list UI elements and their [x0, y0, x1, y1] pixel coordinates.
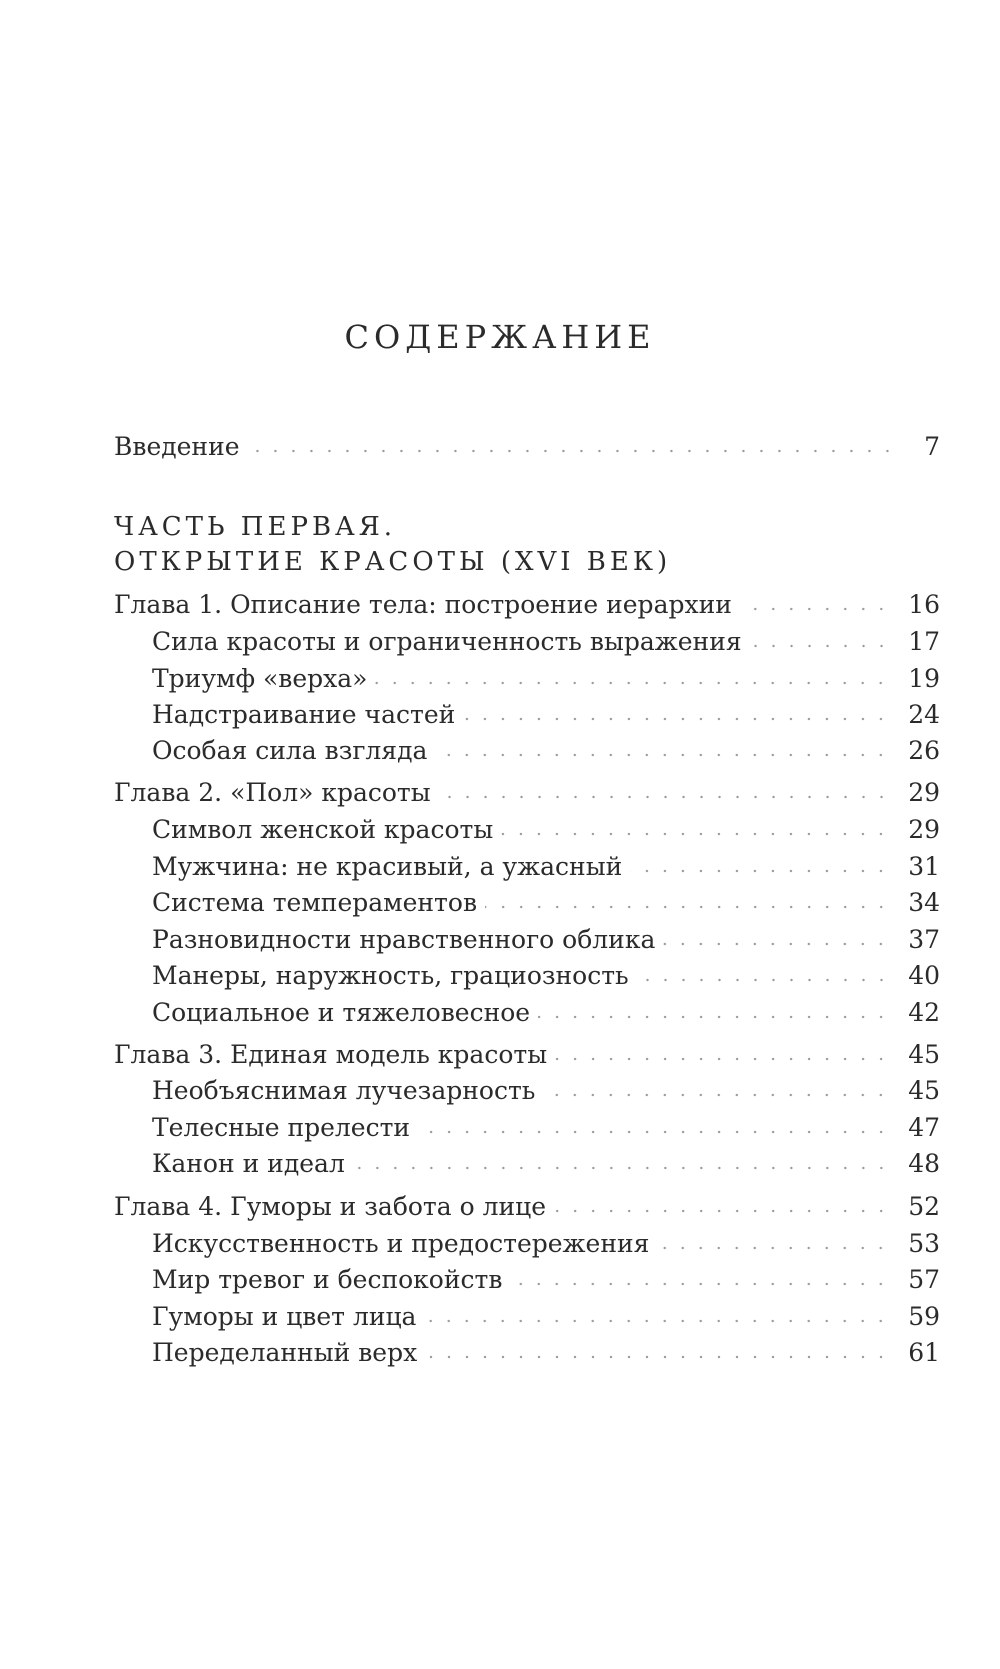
dot-leader	[637, 975, 891, 985]
toc-entry-label: Сила красоты и ограниченность выражения	[152, 627, 742, 656]
toc-entry-label: Канон и идеал	[152, 1149, 345, 1178]
page-title: СОДЕРЖАНИЕ	[344, 318, 656, 356]
toc-entry-label: Глава 2. «Пол» красоты	[114, 778, 431, 807]
toc-entry-label: Глава 4. Гуморы и забота о лице	[114, 1192, 547, 1221]
dot-leader	[435, 750, 890, 760]
dot-leader	[538, 1012, 890, 1022]
toc-page-number: 26	[908, 736, 940, 765]
toc-entry-label: Триумф «верха»	[152, 664, 368, 693]
toc-entry-label: Глава 1. Описание тела: построение иерархии	[114, 590, 732, 619]
toc-section-entry	[152, 1300, 940, 1334]
dot-leader	[424, 1316, 890, 1326]
toc-section-entry	[152, 734, 940, 768]
toc-section-entry	[152, 698, 940, 732]
dot-leader	[501, 829, 890, 839]
dot-leader	[248, 446, 896, 456]
toc-entry-label: Разновидности нравственного облика	[152, 925, 656, 954]
toc-section-entry	[152, 959, 940, 993]
toc-page-number: 52	[908, 1192, 940, 1221]
dot-leader	[353, 1163, 890, 1173]
toc-page-number: 59	[908, 1302, 940, 1331]
toc-page-number: 34	[908, 888, 940, 917]
toc-chapter-entry	[114, 1038, 940, 1072]
part-heading-line-2: ОТКРЫТИЕ КРАСОТЫ (XVI ВЕК)	[114, 547, 672, 577]
dot-leader	[750, 641, 891, 651]
toc-entry-label: Искусственность и предостережения	[152, 1229, 650, 1258]
dot-leader	[510, 1279, 890, 1289]
dot-leader	[439, 792, 891, 802]
toc-page-number: 29	[908, 778, 940, 807]
toc-entry-label: Телесные прелести	[152, 1113, 411, 1142]
toc-entry-label: Мир тревог и беспокойств	[152, 1265, 503, 1294]
toc-page-number: 29	[908, 815, 940, 844]
dot-leader	[375, 678, 890, 688]
toc-section-entry	[152, 923, 940, 957]
toc-section-entry	[152, 813, 940, 847]
toc-entry-label: Особая сила взгляда	[152, 736, 428, 765]
toc-chapter-entry	[114, 776, 940, 810]
dot-leader	[463, 714, 890, 724]
toc-entry-intro	[114, 430, 940, 464]
toc-page-number: 57	[908, 1265, 940, 1294]
toc-page-number: 31	[908, 852, 940, 881]
toc-entry-label: Манеры, наружность, грациозность	[152, 961, 629, 990]
toc-entry-label: Гуморы и цвет лица	[152, 1302, 417, 1331]
dot-leader	[657, 1243, 890, 1253]
toc-entry-label: Переделанный верх	[152, 1338, 418, 1367]
toc-section-entry	[152, 625, 940, 659]
toc-chapter-entry	[114, 1190, 940, 1224]
toc-entry-label: Социальное и тяжеловесное	[152, 998, 531, 1027]
toc-section-entry	[152, 662, 940, 696]
toc-page-number: 7	[924, 432, 940, 461]
toc-page-number: 45	[908, 1040, 940, 1069]
toc-page-number: 19	[908, 664, 940, 693]
dot-leader	[554, 1206, 890, 1216]
toc-entry-label: Мужчина: не красивый, а ужасный	[152, 852, 623, 881]
toc-page-number: 40	[908, 961, 940, 990]
dot-leader	[425, 1352, 890, 1362]
dot-leader	[663, 939, 890, 949]
toc-page-number: 45	[908, 1076, 940, 1105]
toc-entry-label: Введение	[114, 432, 240, 461]
toc-section-entry	[152, 1074, 940, 1108]
dot-leader	[740, 604, 890, 614]
toc-section-entry	[152, 1147, 940, 1181]
toc-section-entry	[152, 1336, 940, 1370]
toc-section-entry	[152, 1227, 940, 1261]
dot-leader	[543, 1090, 890, 1100]
toc-entry-label: Необъяснимая лучезарность	[152, 1076, 536, 1105]
toc-page-number: 47	[908, 1113, 940, 1142]
dot-leader	[418, 1127, 890, 1137]
toc-page-number: 37	[908, 925, 940, 954]
toc-page-number: 16	[908, 590, 940, 619]
dot-leader	[630, 866, 890, 876]
toc-entry-label: Символ женской красоты	[152, 815, 494, 844]
toc-section-entry	[152, 1263, 940, 1297]
toc-section-entry	[152, 996, 940, 1030]
toc-page-number: 17	[908, 627, 940, 656]
toc-section-entry	[152, 850, 940, 884]
toc-chapter-entry	[114, 588, 940, 622]
toc-page-number: 24	[908, 700, 940, 729]
toc-page-number: 48	[908, 1149, 940, 1178]
part-heading-line-1: ЧАСТЬ ПЕРВАЯ.	[114, 512, 397, 542]
toc-entry-label: Надстраивание частей	[152, 700, 456, 729]
toc-entry-label: Глава 3. Единая модель красоты	[114, 1040, 548, 1069]
toc-section-entry	[152, 886, 940, 920]
toc-section-entry	[152, 1111, 940, 1145]
dot-leader	[555, 1054, 890, 1064]
dot-leader	[485, 902, 890, 912]
toc-page-number: 61	[908, 1338, 940, 1367]
toc-page-number: 42	[908, 998, 940, 1027]
toc-entry-label: Система темпераментов	[152, 888, 478, 917]
toc-page-number: 53	[908, 1229, 940, 1258]
